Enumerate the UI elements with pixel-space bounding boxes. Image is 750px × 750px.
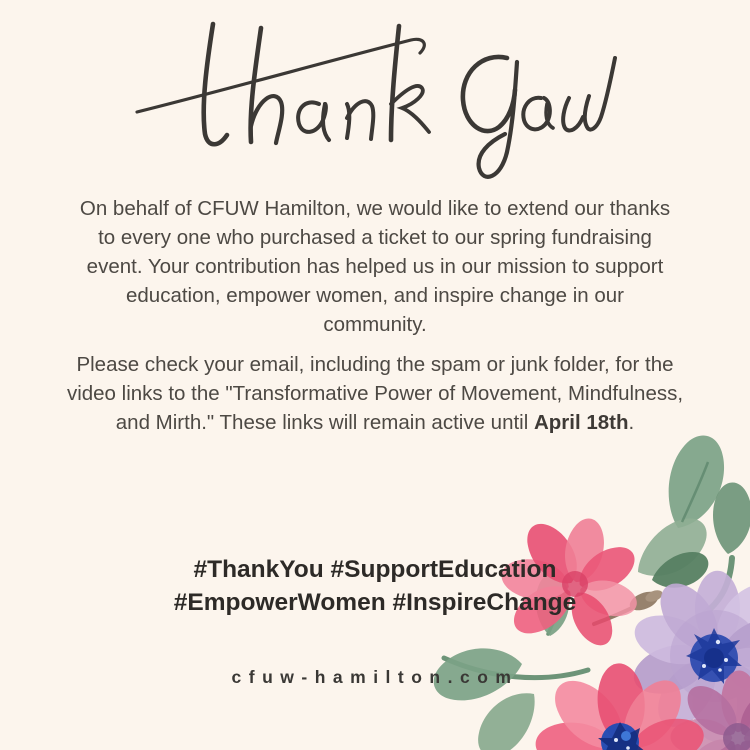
- thank-you-message: On behalf of CFUW Hamilton, we would like to extend our thanks to every one who purchased a ticket to our spring fundraising event. Your contribution has helped us in our mission to support education, empower women, and inspire change in our community.: [79, 197, 671, 336]
- deadline-date: April 18th: [533, 411, 629, 434]
- page-title: [115, 0, 635, 196]
- email-instructions-prefix: Please check your email, including the spam or junk folder, for the video links to the "Transformative Power of Movement, Mindfulness, and Mirth." These links will remain active until: [66, 353, 684, 434]
- email-instructions: [50, 350, 700, 437]
- hashtags: #ThankYou #SupportEducation #EmpowerWomen #InspireChange: [173, 556, 577, 616]
- email-instructions-suffix: .: [628, 411, 635, 434]
- website-url: cfuw-hamilton.com: [231, 667, 519, 687]
- thank-you-script-art: [115, 0, 635, 196]
